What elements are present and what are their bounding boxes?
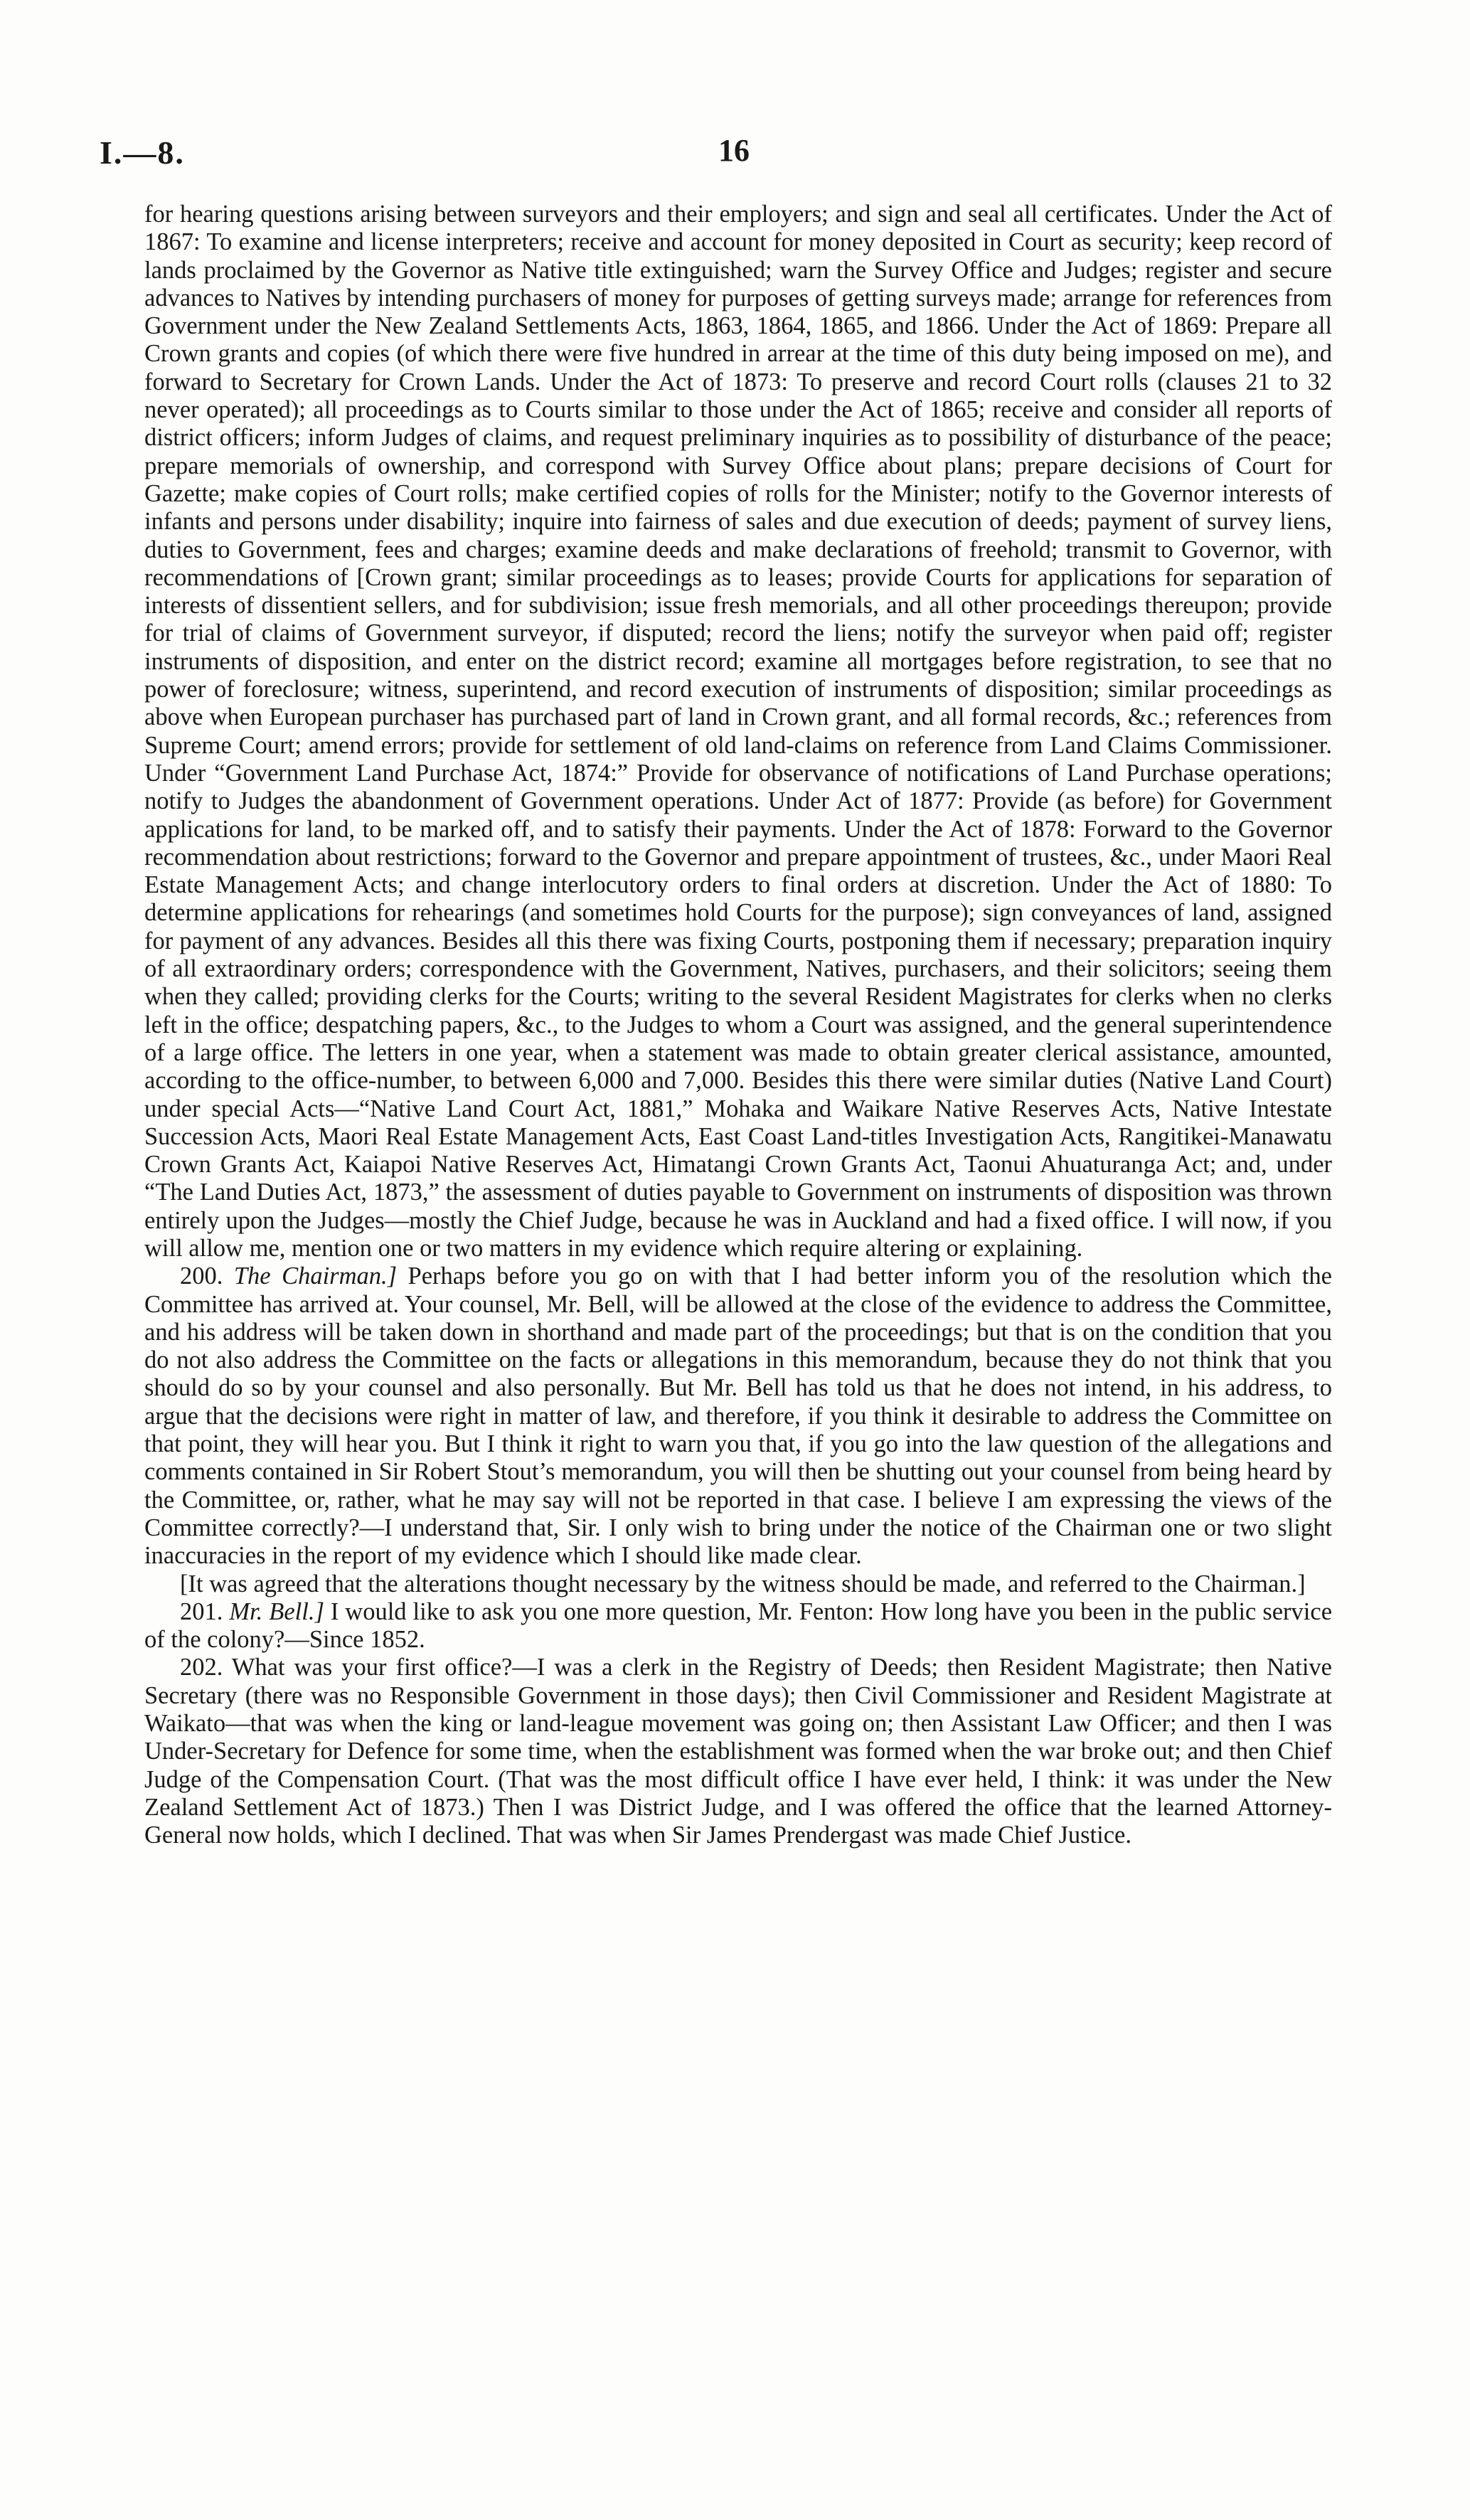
speaker-label: Mr. Bell.] (229, 1597, 324, 1625)
question-text: I would like to ask you one more question, Mr. Fenton: How long have you been in the public service of the colony?—Since 1852. (144, 1597, 1333, 1654)
question-201 (144, 1598, 1332, 1654)
document-reference: I.—8. (100, 134, 185, 171)
question-number: 202. (180, 1654, 223, 1681)
question-202 (144, 1654, 1332, 1849)
question-200 (144, 1262, 1332, 1570)
page-number: 16 (718, 133, 750, 168)
question-number: 200. (180, 1262, 223, 1290)
body-text (144, 201, 1332, 1850)
speaker-label: The Chairman.] (233, 1262, 398, 1290)
question-number: 201. (180, 1597, 223, 1625)
question-text: Perhaps before you go on with that I had better inform you of the resolution which the Committee has arrived at. Your counsel, Mr. Bell, will be allowed at the close of the evidence to address the Committee, and his address will be taken down in shorthand and made part of the proceedings; but that is on the condition that you do not also address the Committee on the facts or allegations in this memorandum, because they do not think that you should do so by your counsel and also personally. But Mr. Bell has told us that he does not intend, in his address, to argue that the decisions were right in matter of law, and therefore, if you think it desirable to address the Committee on that point, they will hear you. But I think it right to warn you that, if you go into the law question of the allegations and comments contained in Sir Robert Stout’s memorandum, you will then be shutting out your counsel from being heard by the Committee, or, rather, what he may say will not be reported in that case. I believe I am expressing the views of the Committee correctly?—I understand that, Sir. I only wish to bring under the notice of the Chairman one or two slight inaccuracies in the report of my evidence which I should like made clear. (144, 1262, 1332, 1570)
question-text: What was your first office?—I was a clerk in the Registry of Deeds; then Resident Magistrate; then Native Secretary (there was no Responsible Government in those days); then Civil Commissioner and Resident Magistrate at Waikato—that was when the king or land-league movement was going on; then Assistant Law Officer; and then I was Under-Secretary for Defence for some time, when the establishment was formed when the war broke out; and then Chief Judge of the Compensation Court. (That was the most difficult office I have ever held, I think: it was under the New Zealand Settlement Act of 1873.) Then I was District Judge, and I was offered the office that the learned Attorney-General now holds, which I declined. That was when Sir James Prendergast was made Chief Justice. (144, 1654, 1332, 1849)
paragraph-duties-continuation: for hearing questions arising between surveyors and their employers; and sign and seal all certificates. Under the Act of 1867: To examine and license interpreters; receive and account for money deposited in Court as security; keep record of lands proclaimed by the Governor as Native title extinguished; warn the Survey Office and Judges; register and secure advances to Natives by intending purchasers of money for purposes of getting surveys made; arrange for references from Government under the New Zealand Settlements Acts, 1863, 1864, 1865, and 1866. Under the Act of 1869: Prepare all Crown grants and copies (of which there were five hundred in arrear at the time of this duty being imposed on me), and forward to Secretary for Crown Lands. Under the Act of 1873: To preserve and record Court rolls (clauses 21 to 32 never operated); all proceedings as to Courts similar to those under the Act of 1865; receive and consider all reports of district officers; inform Judges of claims, and request preliminary inquiries as to possibility of disturbance of the peace; prepare memorials of ownership, and correspond with Survey Office about plans; prepare decisions of Court for Gazette; make copies of Court rolls; make certified copies of rolls for the Minister; notify to the Governor interests of infants and persons under disability; inquire into fairness of sales and due execution of deeds; payment of survey liens, duties to Government, fees and charges; examine deeds and make declarations of freehold; transmit to Governor, with recommendations of [Crown grant; similar proceedings as to leases; provide Courts for applications for separation of interests of dissentient sellers, and for subdivision; issue fresh memorials, and all other proceedings thereupon; provide for trial of claims of Government surveyor, if disputed; record the liens; notify the surveyor when paid off; register instruments of disposition, and enter on the district record; examine all mortgages before registration, to see that no power of foreclosure; witness, superintend, and record execution of instruments of disposition; similar proceedings as above when European purchaser has purchased part of land in Crown grant, and all formal records, &c.; references from Supreme Court; amend errors; provide for settlement of old land-claims on reference from Land Claims Commissioner. Under “Government Land Purchase Act, 1874:” Provide for observance of notifications of Land Purchase operations; notify to Judges the abandonment of Government operations. Under Act of 1877: Provide (as before) for Government applications for land, to be marked off, and to satisfy their payments. Under the Act of 1878: Forward to the Governor recommendation about restrictions; forward to the Governor and prepare appointment of trustees, &c., under Maori Real Estate Management Acts; and change interlocutory orders to final orders at discretion. Under the Act of 1880: To determine applications for rehearings (and sometimes hold Courts for the purpose); sign conveyances of land, assigned for payment of any advances. Besides all this there was fixing Courts, postponing them if necessary; preparation inquiry of all extraordinary orders; correspondence with the Government, Natives, purchasers, and their solicitors; seeing them when they called; providing clerks for the Courts; writing to the several Resident Magistrates for clerks when no clerks left in the office; despatching papers, &c., to the Judges to whom a Court was assigned, and the general superintendence of a large office. The letters in one year, when a statement was made to obtain greater clerical assistance, amounted, according to the office-number, to between 6,000 and 7,000. Besides this there were similar duties (Native Land Court) under special Acts—“Native Land Court Act, 1881,” Mohaka and Waikare Native Reserves Acts, Native Intestate Succession Acts, Maori Real Estate Management Acts, East Coast Land-titles Investigation Acts, Rangitikei-Manawatu Crown Grants Act, Kaiapoi Native Reserves Act, Himatangi Crown Grants Act, Taonui Ahuaturanga Act; and, under “The Land Duties Act, 1873,” the assessment of duties payable to Government on instruments of disposition was thrown entirely upon the Judges—mostly the Chief Judge, because he was in Auckland and had a fixed office. I will now, if you will allow me, mention one or two matters in my evidence which require altering or explaining. (144, 201, 1332, 1262)
bracketed-note: [It was agreed that the alterations thought necessary by the witness should be made, and referred to the Chairman.] (180, 1570, 1306, 1597)
